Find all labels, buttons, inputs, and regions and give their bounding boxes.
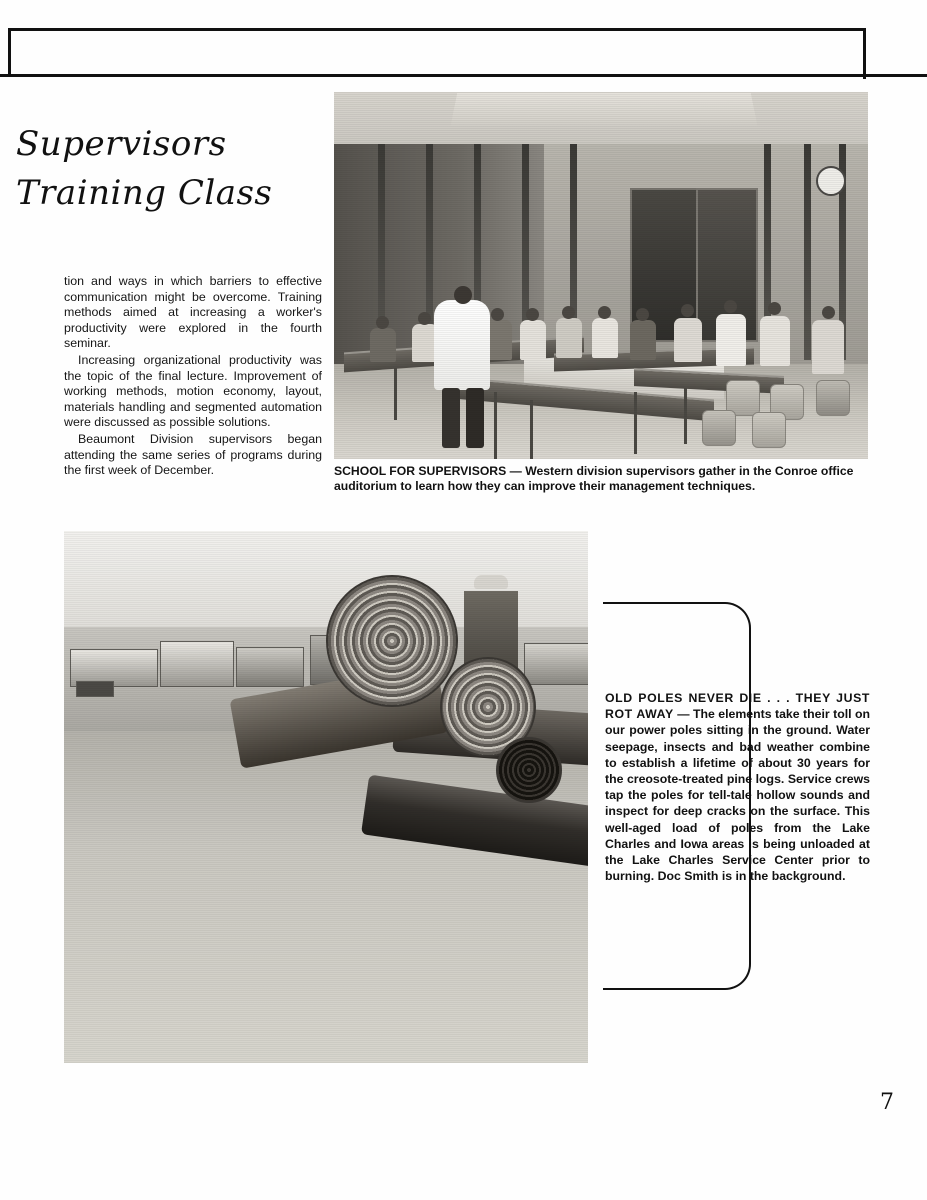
page-number: 7 bbox=[880, 1090, 894, 1115]
wall-clock-icon bbox=[816, 166, 846, 196]
supervisors-meeting-photo bbox=[334, 92, 868, 459]
frame-horizontal-rule bbox=[0, 74, 927, 77]
headline-line-1: Supervisors bbox=[16, 124, 227, 164]
article-body bbox=[64, 274, 322, 479]
top-photo-caption: SCHOOL FOR SUPERVISORS — Western division supervisors gather in the Conroe office auditorium to learn how they can improve their management techniques. bbox=[334, 464, 854, 494]
body-paragraph: Beaumont Division supervisors began attending the same series of programs during the first week of December. bbox=[64, 431, 322, 478]
page-title bbox=[16, 120, 336, 219]
caption-body: — The elements take their toll on our power poles sitting in the ground. Water seepage, insects and bad weather combine to establish a lifetime of about 30 years for the creosote-treated pine logs. Service crews tap the poles for tell-tale hollow sounds and inspect for deep cracks on the surface. This well-aged load of poles from the Lake Charles and Iowa areas is being unloaded at the Lake Charles Service Center prior to burning. Doc Smith is in the background. bbox=[605, 707, 870, 884]
old-poles-photo bbox=[64, 531, 588, 1063]
bottom-photo-caption bbox=[605, 690, 870, 884]
headline-line-2: Training Class bbox=[16, 173, 273, 214]
body-paragraph: tion and ways in which barriers to effective communication might be overcome. Training methods aimed at increasing a worker's productivity were explored in the fourth seminar. bbox=[64, 274, 322, 351]
frame-top-right-corner bbox=[8, 28, 866, 79]
photo-ceiling-inset bbox=[451, 93, 758, 125]
caption-lead: OLD POLES NEVER DIE . . . THEY JUST ROT AWAY bbox=[605, 691, 870, 722]
body-paragraph: Increasing organizational productivity was the topic of the final lecture. Improvement of working methods, motion economy, layout, materials handling and segmented automation were discussed as possible solutions. bbox=[64, 352, 322, 430]
